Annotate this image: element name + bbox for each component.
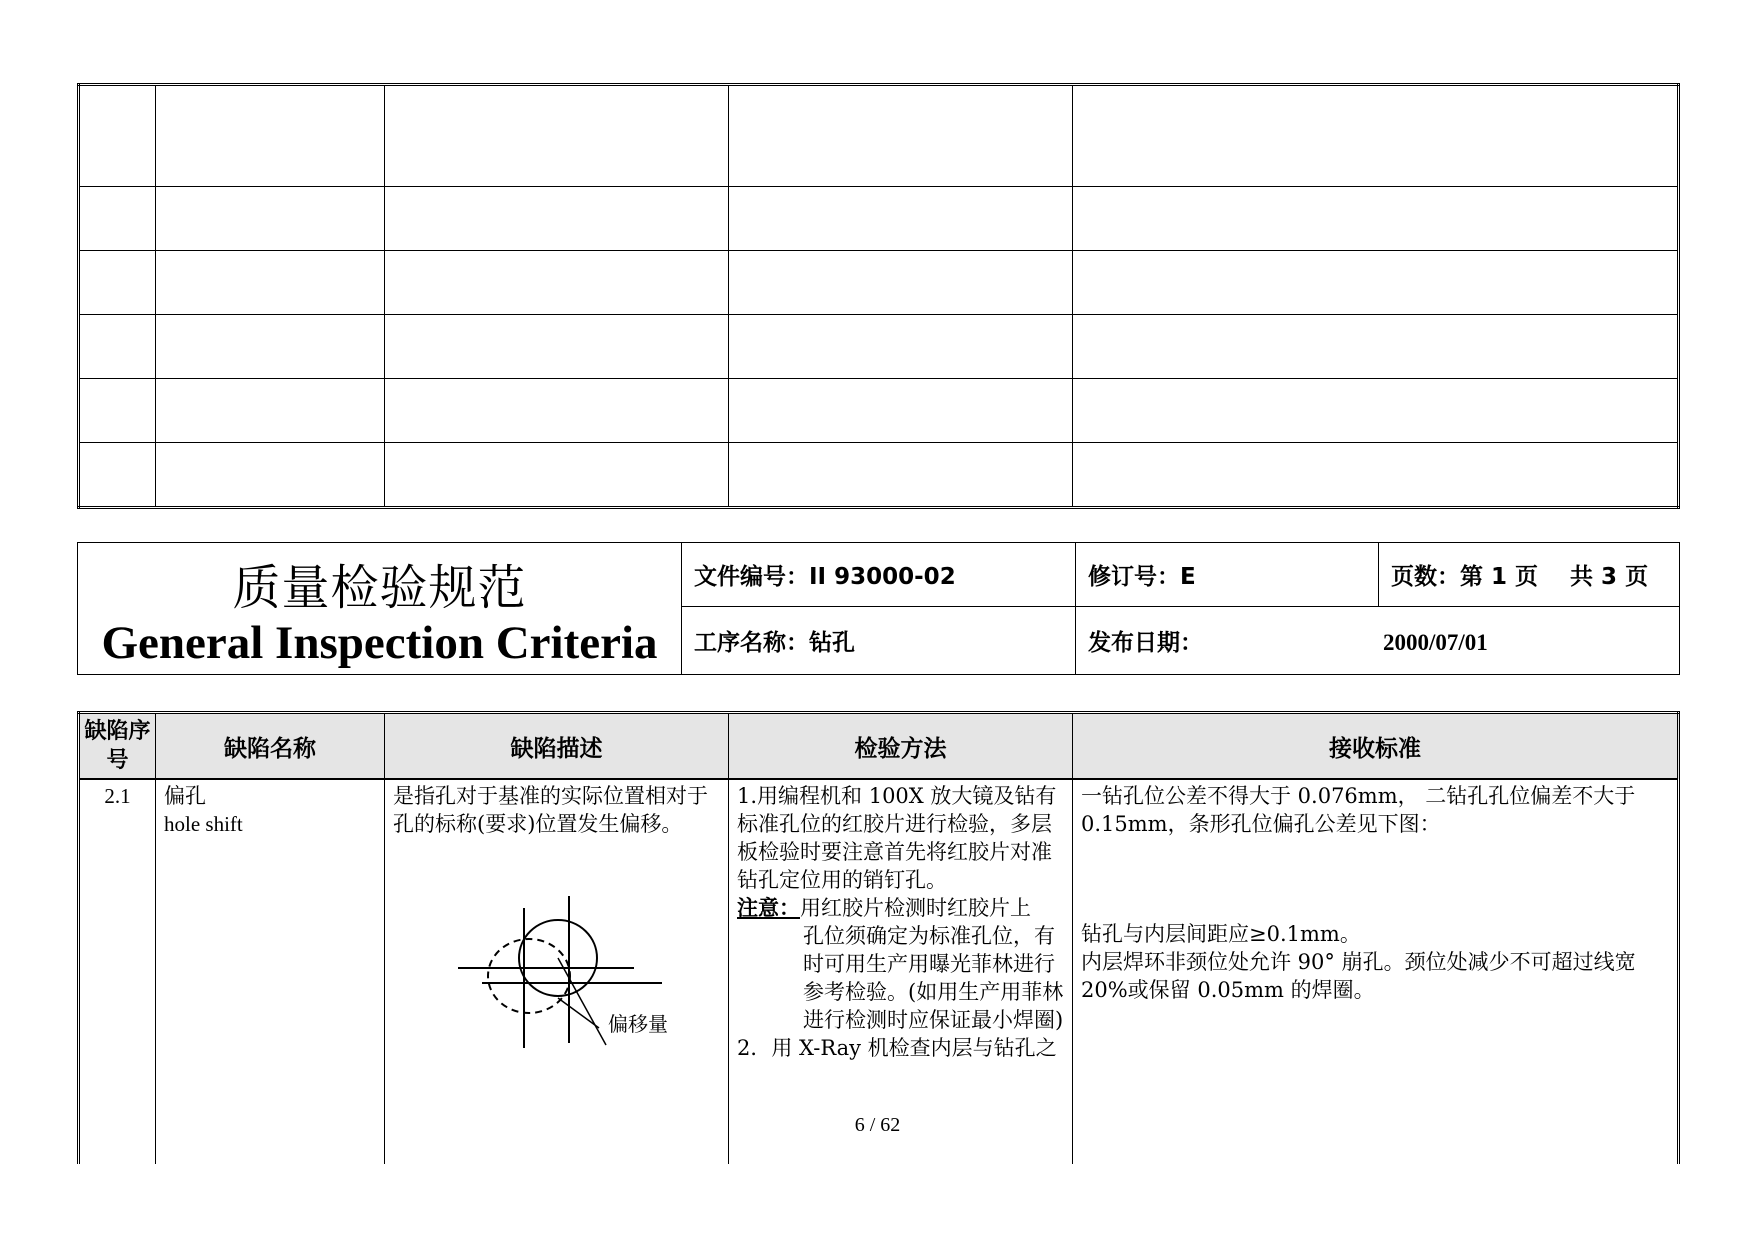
note-first-line: 用红胶片检测时红胶片上 [800, 896, 1031, 920]
inspection-method-cell [729, 779, 1073, 1164]
acceptance-criteria-cell [1073, 779, 1679, 1164]
col-header-seq: 缺陷序号 [79, 713, 156, 780]
defect-name-cn: 偏孔 [164, 784, 206, 808]
defect-description-cell [385, 779, 729, 1164]
table-row [79, 443, 1679, 508]
release-date: 2000/07/01 [1383, 630, 1488, 655]
hole-shift-diagram [458, 888, 668, 1058]
defect-name-en: hole shift [164, 812, 243, 836]
method-step-1: 1.用编程机和 100X 放大镜及钻有标准孔位的红胶片进行检验，多层板检验时要注意首先将红胶片对准钻孔定位用的销钉孔。 [737, 784, 1057, 892]
table-row [79, 251, 1679, 315]
document-title [78, 543, 682, 675]
table-header-row [79, 713, 1679, 780]
col-header-description: 缺陷描述 [385, 713, 729, 780]
col-header-name: 缺陷名称 [156, 713, 385, 780]
doc-number: 文件编号：II 93000-02 [682, 543, 1076, 607]
table-row [79, 85, 1679, 187]
table-row [79, 315, 1679, 379]
release-date-cell [1076, 607, 1680, 675]
criteria-spacing: 钻孔与内层间距应≥0.1mm。 [1081, 922, 1361, 946]
document-header [77, 542, 1680, 675]
top-empty-table [77, 83, 1680, 509]
method-step-2: 2．用 X-Ray 机检查内层与钻孔之 [737, 1036, 1057, 1060]
table-row [79, 187, 1679, 251]
inspection-table [77, 711, 1680, 1164]
method-note [737, 894, 1064, 922]
note-body: 孔位须确定为标准孔位，有时可用生产用曝光菲林进行参考检验。(如用生产用菲林进行检测时应保证最小焊圈) [803, 924, 1064, 1032]
process-name: 工序名称：钻孔 [682, 607, 1076, 675]
revision: 修订号：E [1076, 543, 1379, 607]
note-label: 注意： [737, 896, 800, 920]
defect-name-cell [156, 779, 385, 1164]
title-chinese: 质量检验规范 [232, 560, 527, 616]
offset-label: 偏移量 [608, 1012, 668, 1036]
table-row [79, 379, 1679, 443]
page-number: 6 / 62 [854, 1114, 901, 1136]
defect-seq: 2.1 [79, 779, 156, 1164]
col-header-criteria: 接收标准 [1073, 713, 1679, 780]
defect-description: 是指孔对于基准的实际位置相对于孔的标称(要求)位置发生偏移。 [393, 784, 708, 836]
col-header-method: 检验方法 [729, 713, 1073, 780]
title-english: General Inspection Criteria [101, 617, 658, 669]
release-label: 发布日期： [1088, 630, 1203, 656]
table-row [79, 779, 1679, 1164]
criteria-tolerance: 一钻孔位公差不得大于 0.076mm， 二钻孔孔位偏差不大于 0.15mm，条形孔位偏孔公差见下图： [1081, 784, 1636, 836]
criteria-annular-ring: 内层焊环非颈位处允许 90° 崩孔。颈位处减少不可超过线宽 20%或保留 0.05mm 的焊圈。 [1081, 950, 1636, 1002]
page-info: 页数：第 1 页 共 3 页 [1379, 543, 1680, 607]
